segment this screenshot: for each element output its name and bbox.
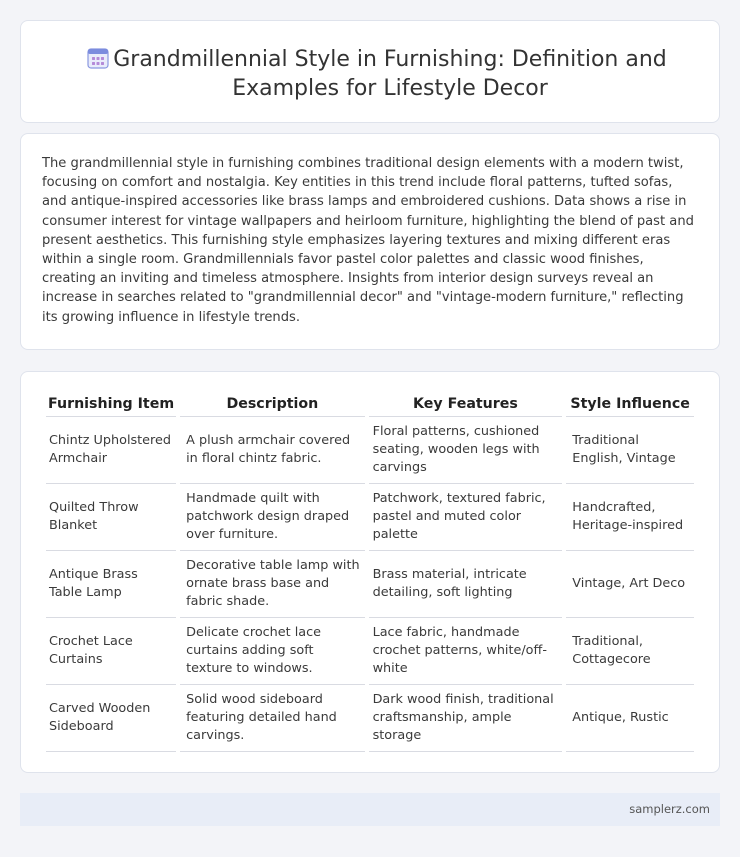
table-row xyxy=(46,551,694,618)
table-row xyxy=(46,484,694,551)
cell-description: Decorative table lamp with ornate brass base and fabric shade. xyxy=(180,551,364,618)
cell-item: Antique Brass Table Lamp xyxy=(46,551,176,618)
furnishing-table xyxy=(42,392,698,752)
table-header-row xyxy=(46,392,694,417)
table-row xyxy=(46,685,694,752)
page-title: Grandmillennial Style in Furnishing: Definition and Examples for Lifestyle Decor xyxy=(113,47,667,101)
column-header-description: Description xyxy=(180,392,364,417)
table-row xyxy=(46,417,694,484)
footer xyxy=(20,793,720,826)
cell-description: Handmade quilt with patchwork design draped over furniture. xyxy=(180,484,364,551)
cell-features: Floral patterns, cushioned seating, wooden legs with carvings xyxy=(369,417,563,484)
footer-site-link[interactable]: samplerz.com xyxy=(629,802,710,816)
intro-card xyxy=(20,133,720,350)
cell-influence: Vintage, Art Deco xyxy=(566,551,694,618)
cell-features: Dark wood finish, traditional craftsmanship, ample storage xyxy=(369,685,563,752)
cell-item: Carved Wooden Sideboard xyxy=(46,685,176,752)
column-header-influence: Style Influence xyxy=(566,392,694,417)
cell-item: Chintz Upholstered Armchair xyxy=(46,417,176,484)
table-row xyxy=(46,618,694,685)
title-card xyxy=(20,20,720,123)
column-header-item: Furnishing Item xyxy=(46,392,176,417)
table-card xyxy=(20,371,720,773)
cell-features: Patchwork, textured fabric, pastel and muted color palette xyxy=(369,484,563,551)
cell-influence: Traditional English, Vintage xyxy=(566,417,694,484)
intro-paragraph: The grandmillennial style in furnishing combines traditional design elements with a modern twist, focusing on comfort and nostalgia. Key entities in this trend include floral patterns, tufted sofas, and antique-inspired accessories like brass lamps and embroidered cushions. Data shows a rise in consumer interest for vintage wallpapers and heirloom furniture, highlighting the blend of past and present aesthetics. This furnishing style emphasizes layering textures and mixing different eras within a single room. Grandmillennials favor pastel color palettes and classic wood finishes, creating an inviting and timeless atmosphere. Insights from interior design surveys reveal an increase in searches related to "grandmillennial decor" and "vintage-modern furniture," reflecting its growing influence in lifestyle trends. xyxy=(42,156,694,325)
cell-influence: Traditional, Cottagecore xyxy=(566,618,694,685)
cell-description: Delicate crochet lace curtains adding soft texture to windows. xyxy=(180,618,364,685)
cell-features: Lace fabric, handmade crochet patterns, white/off-white xyxy=(369,618,563,685)
cell-item: Crochet Lace Curtains xyxy=(46,618,176,685)
cell-influence: Antique, Rustic xyxy=(566,685,694,752)
cell-description: Solid wood sideboard featuring detailed hand carvings. xyxy=(180,685,364,752)
cell-influence: Handcrafted, Heritage-inspired xyxy=(566,484,694,551)
column-header-features: Key Features xyxy=(369,392,563,417)
cell-item: Quilted Throw Blanket xyxy=(46,484,176,551)
cell-description: A plush armchair covered in floral chintz fabric. xyxy=(180,417,364,484)
cell-features: Brass material, intricate detailing, soft lighting xyxy=(369,551,563,618)
